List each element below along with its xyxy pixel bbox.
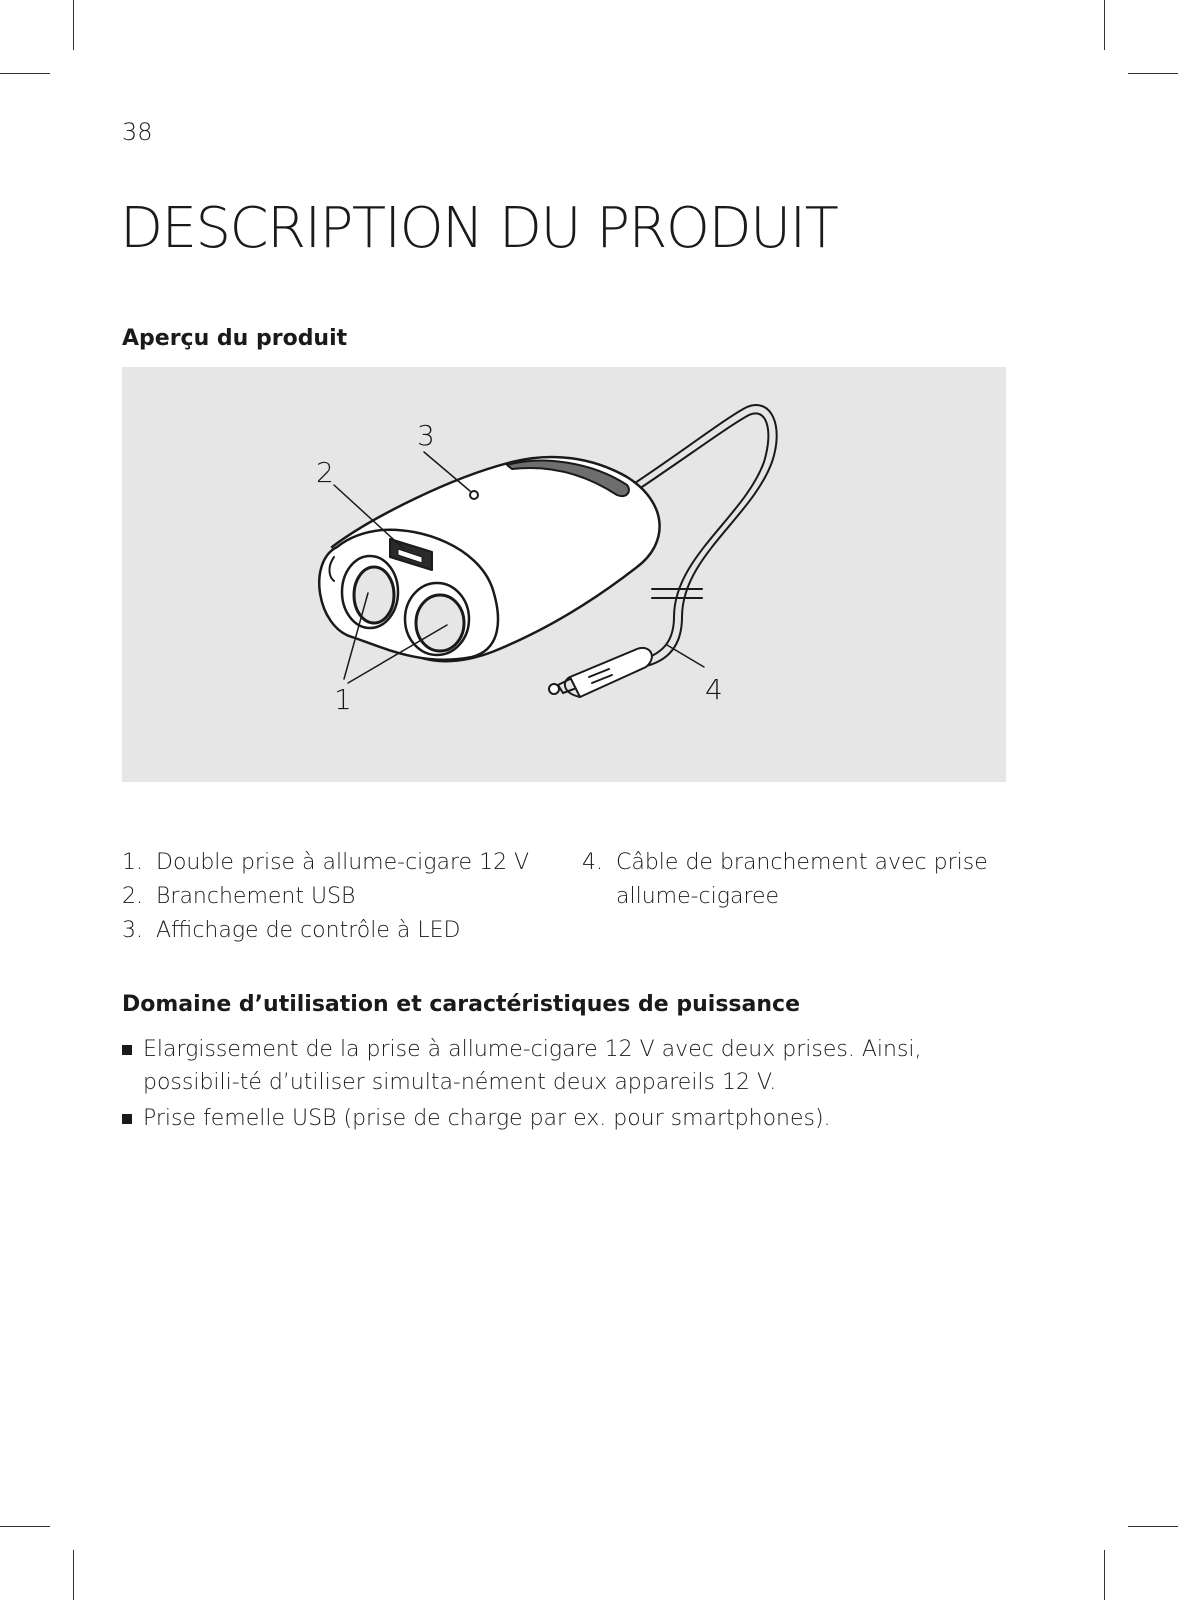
crop-mark-top-left-horizontal (0, 73, 50, 74)
crop-mark-bottom-left-vertical (73, 1550, 74, 1600)
item-number: 1. (122, 850, 143, 875)
crop-mark-top-right-horizontal (1128, 73, 1178, 74)
parts-list-right (582, 846, 1002, 914)
item-number: 4. (582, 850, 603, 875)
item-number: 3. (122, 918, 143, 943)
crop-mark-bottom-right-vertical (1104, 1550, 1105, 1600)
item-text: Câble de branchement avec prise allume-cigaree (616, 850, 988, 909)
item-number: 2. (122, 884, 143, 909)
page-number: 38 (122, 118, 153, 146)
crop-mark-top-left-vertical (73, 0, 74, 50)
adapter-drawing (122, 367, 1006, 782)
crop-mark-bottom-left-horizontal (0, 1526, 50, 1527)
page-title: DESCRIPTION DU PRODUIT (120, 196, 838, 261)
crop-mark-top-right-vertical (1104, 0, 1105, 50)
crop-mark-bottom-right-horizontal (1128, 1526, 1178, 1527)
bullet-text: Elargissement de la prise à allume-cigare 12 V avec deux prises. Ainsi, possibili-té d’utiliser simulta-nément deux appareils 12 V. (143, 1037, 922, 1095)
parts-list-left (122, 846, 542, 948)
list-item (582, 846, 1002, 914)
list-item (122, 1033, 1006, 1099)
usage-heading: Domaine d’utilisation et caractéristiques de puissance (122, 992, 800, 1017)
overview-heading: Aperçu du produit (122, 326, 348, 351)
item-text: Branchement USB (156, 884, 356, 909)
list-item (122, 846, 542, 880)
product-illustration (122, 367, 1006, 782)
callout-3: 3 (417, 419, 435, 452)
feature-bullet-list (122, 1033, 1006, 1138)
callout-4: 4 (705, 673, 723, 706)
callout-2: 2 (316, 456, 334, 489)
square-bullet-icon (122, 1045, 132, 1055)
square-bullet-icon (122, 1114, 132, 1124)
callout-1: 1 (334, 683, 352, 716)
list-item (122, 1102, 1006, 1135)
item-text: Affichage de contrôle à LED (156, 918, 461, 943)
list-item (122, 914, 542, 948)
bullet-text: Prise femelle USB (prise de charge par ex. pour smartphones). (143, 1106, 831, 1131)
list-item (122, 880, 542, 914)
item-text: Double prise à allume-cigare 12 V (156, 850, 530, 875)
